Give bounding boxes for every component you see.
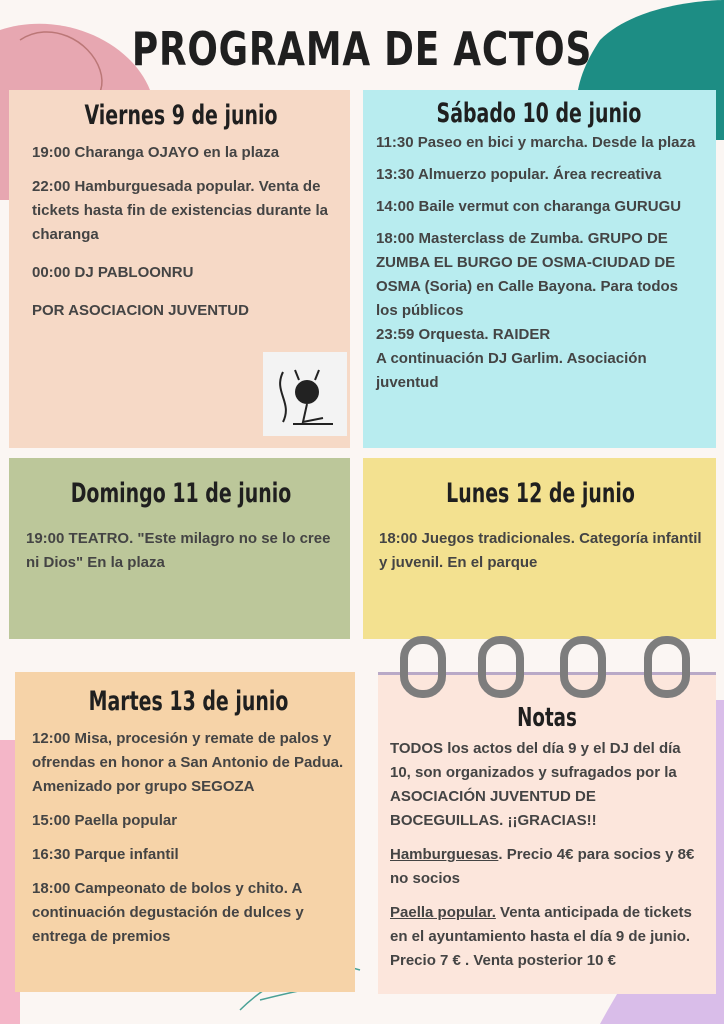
page-title: PROGRAMA DE ACTOS xyxy=(131,22,593,76)
saturday-heading: Sábado 10 de junio xyxy=(436,98,642,129)
notes-hamburguesas-label: Hamburguesas xyxy=(390,846,499,863)
notes-hamburguesas-text: . Precio 4€ para socios y 8€ no socios xyxy=(390,846,695,887)
notes-paella-text: Venta anticipada de tickets en el ayuntamiento hasta el día 9 de junio. Precio 7 € . Venta posterior 10 € xyxy=(390,904,692,969)
saturday-item: 14:00 Baile vermut con charanga GURUGU xyxy=(376,198,682,215)
spiral-ring xyxy=(400,636,446,698)
tuesday-item: 15:00 Paella popular xyxy=(32,812,178,829)
card-tuesday xyxy=(15,672,355,992)
notes-paragraph: TODOS los actos del día 9 y el DJ del día 10, son organizados y sufragados por la ASOCIACIÓN JUVENTUD DE BOCEGUILLAS. ¡¡GRACIAS!! xyxy=(390,740,681,829)
tuesday-heading: Martes 13 de junio xyxy=(88,686,289,717)
spiral-ring xyxy=(644,636,690,698)
spiral-ring xyxy=(560,636,606,698)
friday-item: POR ASOCIACION JUVENTUD xyxy=(32,302,249,319)
saturday-item: 11:30 Paseo en bici y marcha. Desde la plaza xyxy=(376,134,696,151)
sunday-heading: Domingo 11 de junio xyxy=(70,478,292,509)
saturday-item: 23:59 Orquesta. RAIDER xyxy=(376,326,551,343)
friday-item: 19:00 Charanga OJAYO en la plaza xyxy=(32,144,280,161)
notes-hamburguesas xyxy=(390,843,704,891)
tuesday-item: 18:00 Campeonato de bolos y chito. A continuación degustación de dulces y entrega de premios xyxy=(32,880,304,945)
card-friday xyxy=(9,90,350,448)
monday-item: 18:00 Juegos tradicionales. Categoría infantil y juvenil. En el parque xyxy=(379,530,702,571)
friday-heading: Viernes 9 de junio xyxy=(84,100,278,131)
monday-heading: Lunes 12 de junio xyxy=(446,478,635,509)
friday-item: 22:00 Hamburguesada popular. Venta de tickets hasta fin de existencias durante la charanga xyxy=(32,178,328,243)
notes-paella-label: Paella popular. xyxy=(390,904,496,921)
notes-paella xyxy=(390,901,704,973)
card-notes xyxy=(378,672,716,994)
tuesday-item: 16:30 Parque infantil xyxy=(32,846,179,863)
saturday-item: 13:30 Almuerzo popular. Área recreativa xyxy=(376,166,662,183)
devil-logo xyxy=(263,352,347,436)
card-monday xyxy=(363,458,716,639)
notes-heading: Notas xyxy=(517,703,577,733)
spiral-ring xyxy=(478,636,524,698)
saturday-item: 18:00 Masterclass de Zumba. GRUPO DE ZUMBA EL BURGO DE OSMA-CIUDAD DE OSMA (Soria) en Calle Bayona. Para todos los públicos xyxy=(376,230,679,319)
friday-item: 00:00 DJ PABLOONRU xyxy=(32,264,194,281)
tuesday-item: 12:00 Misa, procesión y remate de palos y ofrendas en honor a San Antonio de Padua. Amenizado por grupo SEGOZA xyxy=(32,730,344,795)
card-sunday xyxy=(9,458,350,639)
card-saturday xyxy=(363,90,716,448)
sunday-item: 19:00 TEATRO. "Este milagro no se lo cree ni Dios" En la plaza xyxy=(26,530,331,571)
saturday-item: A continuación DJ Garlim. Asociación juventud xyxy=(376,350,647,391)
